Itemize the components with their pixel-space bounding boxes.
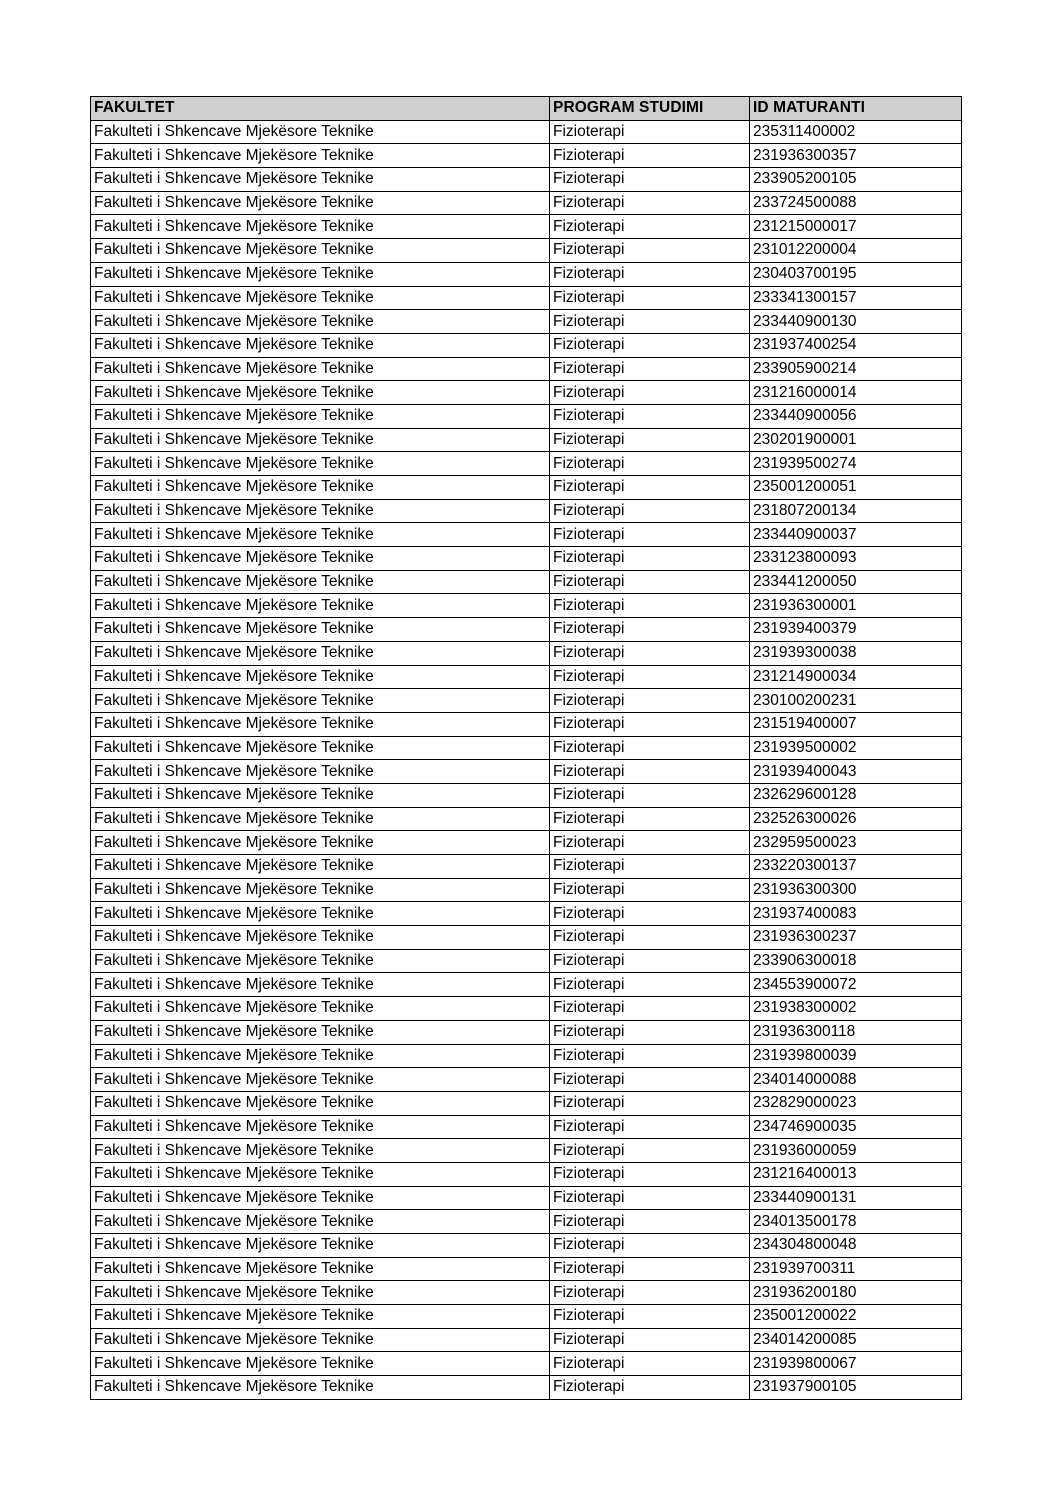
table-row bbox=[91, 1044, 962, 1068]
cell-fakultet: Fakulteti i Shkencave Mjekësore Teknike bbox=[91, 807, 550, 831]
cell-id-maturanti: 235001200051 bbox=[750, 476, 962, 500]
cell-program-studimi: Fizioterapi bbox=[550, 333, 750, 357]
table-row bbox=[91, 831, 962, 855]
cell-fakultet: Fakulteti i Shkencave Mjekësore Teknike bbox=[91, 215, 550, 239]
cell-id-maturanti: 231936200180 bbox=[750, 1281, 962, 1305]
cell-id-maturanti: 231939400043 bbox=[750, 760, 962, 784]
cell-id-maturanti: 234013500178 bbox=[750, 1210, 962, 1234]
cell-program-studimi: Fizioterapi bbox=[550, 878, 750, 902]
table-row bbox=[91, 973, 962, 997]
cell-program-studimi: Fizioterapi bbox=[550, 855, 750, 879]
cell-fakultet: Fakulteti i Shkencave Mjekësore Teknike bbox=[91, 523, 550, 547]
table-row bbox=[91, 168, 962, 192]
cell-id-maturanti: 234746900035 bbox=[750, 1115, 962, 1139]
cell-id-maturanti: 233440900056 bbox=[750, 404, 962, 428]
cell-id-maturanti: 233220300137 bbox=[750, 855, 962, 879]
cell-program-studimi: Fizioterapi bbox=[550, 689, 750, 713]
cell-id-maturanti: 231936300001 bbox=[750, 594, 962, 618]
cell-program-studimi: Fizioterapi bbox=[550, 1376, 750, 1400]
cell-program-studimi: Fizioterapi bbox=[550, 570, 750, 594]
cell-program-studimi: Fizioterapi bbox=[550, 191, 750, 215]
cell-fakultet: Fakulteti i Shkencave Mjekësore Teknike bbox=[91, 712, 550, 736]
cell-id-maturanti: 235001200022 bbox=[750, 1305, 962, 1329]
cell-program-studimi: Fizioterapi bbox=[550, 949, 750, 973]
cell-fakultet: Fakulteti i Shkencave Mjekësore Teknike bbox=[91, 404, 550, 428]
cell-id-maturanti: 233906300018 bbox=[750, 949, 962, 973]
student-list-table bbox=[90, 96, 962, 1400]
table-row bbox=[91, 1376, 962, 1400]
cell-program-studimi: Fizioterapi bbox=[550, 641, 750, 665]
table-row bbox=[91, 594, 962, 618]
table-row bbox=[91, 641, 962, 665]
cell-program-studimi: Fizioterapi bbox=[550, 215, 750, 239]
cell-fakultet: Fakulteti i Shkencave Mjekësore Teknike bbox=[91, 547, 550, 571]
cell-id-maturanti: 233441200050 bbox=[750, 570, 962, 594]
table-row bbox=[91, 1091, 962, 1115]
cell-fakultet: Fakulteti i Shkencave Mjekësore Teknike bbox=[91, 949, 550, 973]
table-row bbox=[91, 333, 962, 357]
cell-id-maturanti: 234304800048 bbox=[750, 1234, 962, 1258]
cell-fakultet: Fakulteti i Shkencave Mjekësore Teknike bbox=[91, 902, 550, 926]
cell-fakultet: Fakulteti i Shkencave Mjekësore Teknike bbox=[91, 618, 550, 642]
table-row bbox=[91, 712, 962, 736]
cell-fakultet: Fakulteti i Shkencave Mjekësore Teknike bbox=[91, 831, 550, 855]
cell-id-maturanti: 231936300357 bbox=[750, 144, 962, 168]
cell-fakultet: Fakulteti i Shkencave Mjekësore Teknike bbox=[91, 926, 550, 950]
cell-fakultet: Fakulteti i Shkencave Mjekësore Teknike bbox=[91, 476, 550, 500]
table-row bbox=[91, 310, 962, 334]
cell-program-studimi: Fizioterapi bbox=[550, 404, 750, 428]
cell-program-studimi: Fizioterapi bbox=[550, 1210, 750, 1234]
cell-fakultet: Fakulteti i Shkencave Mjekësore Teknike bbox=[91, 262, 550, 286]
cell-program-studimi: Fizioterapi bbox=[550, 1234, 750, 1258]
cell-id-maturanti: 233341300157 bbox=[750, 286, 962, 310]
cell-program-studimi: Fizioterapi bbox=[550, 618, 750, 642]
cell-id-maturanti: 230403700195 bbox=[750, 262, 962, 286]
cell-fakultet: Fakulteti i Shkencave Mjekësore Teknike bbox=[91, 144, 550, 168]
table-row bbox=[91, 215, 962, 239]
cell-fakultet: Fakulteti i Shkencave Mjekësore Teknike bbox=[91, 1376, 550, 1400]
cell-fakultet: Fakulteti i Shkencave Mjekësore Teknike bbox=[91, 452, 550, 476]
cell-id-maturanti: 231519400007 bbox=[750, 712, 962, 736]
table-row bbox=[91, 1305, 962, 1329]
cell-id-maturanti: 234553900072 bbox=[750, 973, 962, 997]
cell-program-studimi: Fizioterapi bbox=[550, 286, 750, 310]
table-row bbox=[91, 1020, 962, 1044]
cell-id-maturanti: 233123800093 bbox=[750, 547, 962, 571]
cell-program-studimi: Fizioterapi bbox=[550, 1281, 750, 1305]
cell-id-maturanti: 230201900001 bbox=[750, 428, 962, 452]
table-row bbox=[91, 807, 962, 831]
cell-fakultet: Fakulteti i Shkencave Mjekësore Teknike bbox=[91, 641, 550, 665]
cell-id-maturanti: 231216400013 bbox=[750, 1162, 962, 1186]
cell-program-studimi: Fizioterapi bbox=[550, 547, 750, 571]
cell-program-studimi: Fizioterapi bbox=[550, 381, 750, 405]
cell-id-maturanti: 231939300038 bbox=[750, 641, 962, 665]
cell-program-studimi: Fizioterapi bbox=[550, 168, 750, 192]
table-row bbox=[91, 262, 962, 286]
table-row bbox=[91, 902, 962, 926]
cell-fakultet: Fakulteti i Shkencave Mjekësore Teknike bbox=[91, 973, 550, 997]
cell-fakultet: Fakulteti i Shkencave Mjekësore Teknike bbox=[91, 428, 550, 452]
cell-program-studimi: Fizioterapi bbox=[550, 357, 750, 381]
cell-program-studimi: Fizioterapi bbox=[550, 997, 750, 1021]
cell-program-studimi: Fizioterapi bbox=[550, 973, 750, 997]
header-row bbox=[91, 97, 962, 121]
header-id-maturanti: ID MATURANTI bbox=[750, 97, 962, 121]
cell-id-maturanti: 232829000023 bbox=[750, 1091, 962, 1115]
cell-fakultet: Fakulteti i Shkencave Mjekësore Teknike bbox=[91, 120, 550, 144]
cell-fakultet: Fakulteti i Shkencave Mjekësore Teknike bbox=[91, 381, 550, 405]
cell-fakultet: Fakulteti i Shkencave Mjekësore Teknike bbox=[91, 1305, 550, 1329]
cell-id-maturanti: 231936300300 bbox=[750, 878, 962, 902]
cell-fakultet: Fakulteti i Shkencave Mjekësore Teknike bbox=[91, 665, 550, 689]
cell-id-maturanti: 231012200004 bbox=[750, 239, 962, 263]
cell-fakultet: Fakulteti i Shkencave Mjekësore Teknike bbox=[91, 1210, 550, 1234]
cell-fakultet: Fakulteti i Shkencave Mjekësore Teknike bbox=[91, 499, 550, 523]
cell-fakultet: Fakulteti i Shkencave Mjekësore Teknike bbox=[91, 191, 550, 215]
table-row bbox=[91, 783, 962, 807]
cell-fakultet: Fakulteti i Shkencave Mjekësore Teknike bbox=[91, 689, 550, 713]
cell-fakultet: Fakulteti i Shkencave Mjekësore Teknike bbox=[91, 1139, 550, 1163]
cell-fakultet: Fakulteti i Shkencave Mjekësore Teknike bbox=[91, 736, 550, 760]
table-row bbox=[91, 404, 962, 428]
cell-id-maturanti: 233724500088 bbox=[750, 191, 962, 215]
cell-fakultet: Fakulteti i Shkencave Mjekësore Teknike bbox=[91, 286, 550, 310]
table-row bbox=[91, 357, 962, 381]
table-row bbox=[91, 618, 962, 642]
cell-program-studimi: Fizioterapi bbox=[550, 1186, 750, 1210]
table-row bbox=[91, 1186, 962, 1210]
table-row bbox=[91, 120, 962, 144]
cell-program-studimi: Fizioterapi bbox=[550, 120, 750, 144]
cell-program-studimi: Fizioterapi bbox=[550, 1328, 750, 1352]
cell-fakultet: Fakulteti i Shkencave Mjekësore Teknike bbox=[91, 1186, 550, 1210]
cell-program-studimi: Fizioterapi bbox=[550, 1305, 750, 1329]
cell-id-maturanti: 231215000017 bbox=[750, 215, 962, 239]
table-row bbox=[91, 1234, 962, 1258]
cell-program-studimi: Fizioterapi bbox=[550, 239, 750, 263]
cell-program-studimi: Fizioterapi bbox=[550, 1162, 750, 1186]
cell-id-maturanti: 233440900130 bbox=[750, 310, 962, 334]
cell-id-maturanti: 231937900105 bbox=[750, 1376, 962, 1400]
cell-id-maturanti: 232526300026 bbox=[750, 807, 962, 831]
cell-fakultet: Fakulteti i Shkencave Mjekësore Teknike bbox=[91, 855, 550, 879]
cell-id-maturanti: 231936000059 bbox=[750, 1139, 962, 1163]
table-row bbox=[91, 476, 962, 500]
cell-id-maturanti: 231214900034 bbox=[750, 665, 962, 689]
cell-program-studimi: Fizioterapi bbox=[550, 783, 750, 807]
cell-fakultet: Fakulteti i Shkencave Mjekësore Teknike bbox=[91, 357, 550, 381]
table-row bbox=[91, 689, 962, 713]
cell-program-studimi: Fizioterapi bbox=[550, 452, 750, 476]
cell-fakultet: Fakulteti i Shkencave Mjekësore Teknike bbox=[91, 570, 550, 594]
cell-id-maturanti: 231937400083 bbox=[750, 902, 962, 926]
cell-program-studimi: Fizioterapi bbox=[550, 499, 750, 523]
cell-program-studimi: Fizioterapi bbox=[550, 523, 750, 547]
cell-fakultet: Fakulteti i Shkencave Mjekësore Teknike bbox=[91, 1281, 550, 1305]
table-row bbox=[91, 760, 962, 784]
table-row bbox=[91, 1281, 962, 1305]
cell-id-maturanti: 233440900037 bbox=[750, 523, 962, 547]
cell-fakultet: Fakulteti i Shkencave Mjekësore Teknike bbox=[91, 1115, 550, 1139]
cell-fakultet: Fakulteti i Shkencave Mjekësore Teknike bbox=[91, 1328, 550, 1352]
table-row bbox=[91, 547, 962, 571]
cell-fakultet: Fakulteti i Shkencave Mjekësore Teknike bbox=[91, 168, 550, 192]
cell-program-studimi: Fizioterapi bbox=[550, 1068, 750, 1092]
table-row bbox=[91, 239, 962, 263]
cell-program-studimi: Fizioterapi bbox=[550, 760, 750, 784]
table-row bbox=[91, 1352, 962, 1376]
table-row bbox=[91, 736, 962, 760]
cell-id-maturanti: 231216000014 bbox=[750, 381, 962, 405]
cell-fakultet: Fakulteti i Shkencave Mjekësore Teknike bbox=[91, 1020, 550, 1044]
table-row bbox=[91, 997, 962, 1021]
cell-id-maturanti: 231936300118 bbox=[750, 1020, 962, 1044]
table-row bbox=[91, 191, 962, 215]
cell-fakultet: Fakulteti i Shkencave Mjekësore Teknike bbox=[91, 1091, 550, 1115]
cell-program-studimi: Fizioterapi bbox=[550, 1020, 750, 1044]
cell-program-studimi: Fizioterapi bbox=[550, 712, 750, 736]
table-row bbox=[91, 855, 962, 879]
header-program-studimi: PROGRAM STUDIMI bbox=[550, 97, 750, 121]
table-row bbox=[91, 499, 962, 523]
table-row bbox=[91, 1210, 962, 1234]
table-row bbox=[91, 523, 962, 547]
cell-fakultet: Fakulteti i Shkencave Mjekësore Teknike bbox=[91, 783, 550, 807]
cell-fakultet: Fakulteti i Shkencave Mjekësore Teknike bbox=[91, 1234, 550, 1258]
table-row bbox=[91, 926, 962, 950]
cell-id-maturanti: 235311400002 bbox=[750, 120, 962, 144]
table-row bbox=[91, 878, 962, 902]
cell-id-maturanti: 231939500274 bbox=[750, 452, 962, 476]
table-row bbox=[91, 286, 962, 310]
table-row bbox=[91, 665, 962, 689]
cell-fakultet: Fakulteti i Shkencave Mjekësore Teknike bbox=[91, 1257, 550, 1281]
cell-fakultet: Fakulteti i Shkencave Mjekësore Teknike bbox=[91, 1352, 550, 1376]
table-row bbox=[91, 452, 962, 476]
table-header bbox=[91, 97, 962, 121]
cell-fakultet: Fakulteti i Shkencave Mjekësore Teknike bbox=[91, 760, 550, 784]
cell-program-studimi: Fizioterapi bbox=[550, 310, 750, 334]
cell-program-studimi: Fizioterapi bbox=[550, 428, 750, 452]
cell-program-studimi: Fizioterapi bbox=[550, 807, 750, 831]
cell-fakultet: Fakulteti i Shkencave Mjekësore Teknike bbox=[91, 594, 550, 618]
table-row bbox=[91, 1068, 962, 1092]
cell-id-maturanti: 231939500002 bbox=[750, 736, 962, 760]
cell-fakultet: Fakulteti i Shkencave Mjekësore Teknike bbox=[91, 239, 550, 263]
cell-id-maturanti: 232629600128 bbox=[750, 783, 962, 807]
cell-id-maturanti: 231939800067 bbox=[750, 1352, 962, 1376]
cell-id-maturanti: 233905900214 bbox=[750, 357, 962, 381]
cell-fakultet: Fakulteti i Shkencave Mjekësore Teknike bbox=[91, 310, 550, 334]
cell-fakultet: Fakulteti i Shkencave Mjekësore Teknike bbox=[91, 1044, 550, 1068]
cell-program-studimi: Fizioterapi bbox=[550, 594, 750, 618]
cell-program-studimi: Fizioterapi bbox=[550, 1139, 750, 1163]
table-row bbox=[91, 1115, 962, 1139]
cell-program-studimi: Fizioterapi bbox=[550, 1352, 750, 1376]
cell-program-studimi: Fizioterapi bbox=[550, 665, 750, 689]
cell-program-studimi: Fizioterapi bbox=[550, 1257, 750, 1281]
cell-id-maturanti: 233905200105 bbox=[750, 168, 962, 192]
table-row bbox=[91, 1257, 962, 1281]
table-row bbox=[91, 381, 962, 405]
cell-id-maturanti: 231937400254 bbox=[750, 333, 962, 357]
cell-id-maturanti: 231939800039 bbox=[750, 1044, 962, 1068]
cell-program-studimi: Fizioterapi bbox=[550, 1091, 750, 1115]
table-row bbox=[91, 1139, 962, 1163]
table-row bbox=[91, 428, 962, 452]
cell-program-studimi: Fizioterapi bbox=[550, 736, 750, 760]
cell-fakultet: Fakulteti i Shkencave Mjekësore Teknike bbox=[91, 878, 550, 902]
table-row bbox=[91, 1328, 962, 1352]
cell-id-maturanti: 231938300002 bbox=[750, 997, 962, 1021]
cell-program-studimi: Fizioterapi bbox=[550, 926, 750, 950]
cell-id-maturanti: 230100200231 bbox=[750, 689, 962, 713]
table-row bbox=[91, 949, 962, 973]
cell-program-studimi: Fizioterapi bbox=[550, 902, 750, 926]
cell-id-maturanti: 234014000088 bbox=[750, 1068, 962, 1092]
table-row bbox=[91, 570, 962, 594]
cell-id-maturanti: 231936300237 bbox=[750, 926, 962, 950]
cell-fakultet: Fakulteti i Shkencave Mjekësore Teknike bbox=[91, 997, 550, 1021]
cell-id-maturanti: 231807200134 bbox=[750, 499, 962, 523]
cell-program-studimi: Fizioterapi bbox=[550, 476, 750, 500]
cell-id-maturanti: 231939700311 bbox=[750, 1257, 962, 1281]
cell-program-studimi: Fizioterapi bbox=[550, 1044, 750, 1068]
cell-id-maturanti: 231939400379 bbox=[750, 618, 962, 642]
cell-program-studimi: Fizioterapi bbox=[550, 1115, 750, 1139]
cell-fakultet: Fakulteti i Shkencave Mjekësore Teknike bbox=[91, 1068, 550, 1092]
cell-program-studimi: Fizioterapi bbox=[550, 144, 750, 168]
cell-program-studimi: Fizioterapi bbox=[550, 831, 750, 855]
table-row bbox=[91, 1162, 962, 1186]
table-row bbox=[91, 144, 962, 168]
cell-program-studimi: Fizioterapi bbox=[550, 262, 750, 286]
cell-id-maturanti: 232959500023 bbox=[750, 831, 962, 855]
header-fakultet: FAKULTET bbox=[91, 97, 550, 121]
table-body bbox=[91, 120, 962, 1399]
cell-fakultet: Fakulteti i Shkencave Mjekësore Teknike bbox=[91, 1162, 550, 1186]
cell-fakultet: Fakulteti i Shkencave Mjekësore Teknike bbox=[91, 333, 550, 357]
cell-id-maturanti: 234014200085 bbox=[750, 1328, 962, 1352]
cell-id-maturanti: 233440900131 bbox=[750, 1186, 962, 1210]
